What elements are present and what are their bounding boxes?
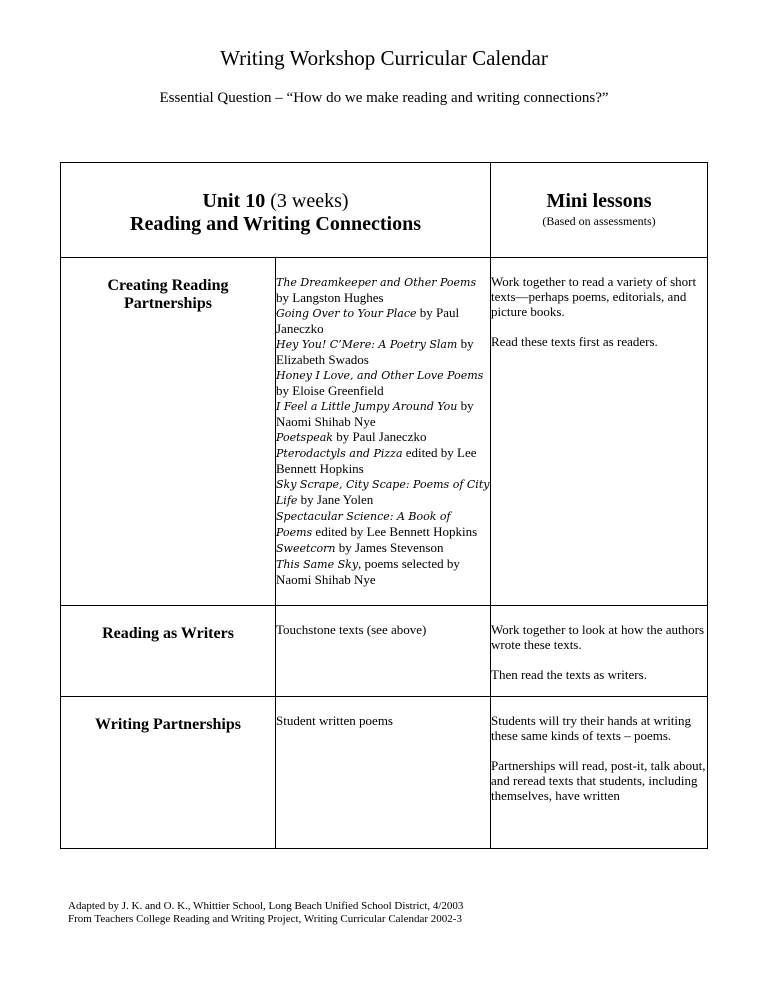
mini-lesson-cell <box>491 258 708 606</box>
unit-title: Reading and Writing Connections <box>130 213 421 235</box>
topic-label-line2: Partnerships <box>124 295 212 312</box>
topic-cell <box>61 258 276 606</box>
footer-credit-line: Adapted by J. K. and O. K., Whittier School, Long Beach Unified School District, 4/2003 <box>68 900 464 912</box>
mini-lesson-text: Read these texts first as readers. <box>491 334 658 349</box>
footer-source-line: From Teachers College Reading and Writing Project, Writing Curricular Calendar 2002-3 <box>68 913 462 925</box>
book-title: Pterodactyls and Pizza <box>276 447 403 460</box>
topic-label-line1: Creating Reading <box>107 277 229 294</box>
mini-lessons-header-cell <box>491 163 708 258</box>
mini-lessons-subtitle: (Based on assessments) <box>542 214 656 228</box>
mini-lesson-text: Partnerships will read, post-it, talk about, and reread texts that students, including themselves, have written <box>491 758 706 803</box>
book-author: by Elizabeth Swados <box>276 336 474 367</box>
book-title: Sky Scrape, City Scape: Poems of City Life <box>276 478 490 507</box>
book-author: edited by Lee Bennett Hopkins <box>276 445 477 476</box>
topic-cell <box>61 606 276 697</box>
materials-cell <box>276 606 491 697</box>
materials-cell <box>276 697 491 849</box>
book-entry <box>276 445 490 476</box>
book-title: Hey You! C’Mere: A Poetry Slam <box>276 338 458 351</box>
mini-lesson-cell <box>491 697 708 849</box>
book-entry <box>276 556 490 587</box>
mini-lesson-text: Students will try their hands at writing these same kinds of texts – poems. <box>491 713 692 743</box>
topic-cell <box>61 697 276 849</box>
mini-lesson-cell <box>491 606 708 697</box>
book-author: by Naomi Shihab Nye <box>276 398 474 429</box>
book-entry <box>276 476 490 508</box>
document-title: Writing Workshop Curricular Calendar <box>220 46 548 70</box>
mini-lesson-text: Work together to look at how the authors wrote these texts. <box>491 622 705 652</box>
book-entry <box>276 305 490 336</box>
topic-label: Writing Partnerships <box>95 716 241 733</box>
book-entry <box>276 398 490 429</box>
book-author: by Eloise Greenfield <box>276 383 384 398</box>
unit-duration: (3 weeks) <box>265 190 349 212</box>
mini-lesson-text: Work together to read a variety of short texts—perhaps poems, editorials, and picture books. <box>491 274 697 319</box>
book-title: Honey I Love, and Other Love Poems <box>276 369 484 382</box>
table-row <box>61 697 708 849</box>
book-entry <box>276 367 490 398</box>
book-entry <box>276 336 490 367</box>
table-row <box>61 606 708 697</box>
book-title: I Feel a Little Jumpy Around You <box>276 400 458 413</box>
book-author: , poems selected by Naomi Shihab Nye <box>276 556 460 587</box>
topic-label: Reading as Writers <box>102 625 234 642</box>
materials-text: Student written poems <box>276 713 393 728</box>
book-author: by Langston Hughes <box>276 290 384 305</box>
book-author: by James Stevenson <box>335 540 444 555</box>
book-title: Spectacular Science: A Book of Poems <box>276 510 451 539</box>
book-title: This Same Sky <box>276 558 359 571</box>
materials-text: Touchstone texts (see above) <box>276 622 427 637</box>
book-author: by Paul Janeczko <box>276 305 460 336</box>
book-list <box>276 274 490 587</box>
curricular-calendar-table <box>60 162 708 849</box>
book-list-cell <box>276 258 491 606</box>
footer <box>68 900 463 926</box>
book-entry <box>276 429 490 445</box>
book-author: by Jane Yolen <box>297 492 374 507</box>
mini-lessons-title: Mini lessons <box>546 190 652 212</box>
book-title: Sweetcorn <box>276 542 336 555</box>
table-row <box>61 258 708 606</box>
book-author: by Paul Janeczko <box>332 429 427 444</box>
unit-number: Unit 10 <box>202 190 266 212</box>
book-entry <box>276 274 490 305</box>
essential-question: Essential Question – “How do we make reading and writing connections?” <box>159 90 609 106</box>
book-title: Poetspeak <box>276 431 333 444</box>
book-entry <box>276 508 490 540</box>
book-entry <box>276 540 490 556</box>
book-title: Going Over to Your Place <box>276 307 417 320</box>
table-header-row <box>61 163 708 258</box>
mini-lesson-text: Then read the texts as writers. <box>491 667 647 682</box>
book-author: edited by Lee Bennett Hopkins <box>312 524 478 539</box>
unit-header-cell <box>61 163 491 258</box>
book-title: The Dreamkeeper and Other Poems <box>276 276 477 289</box>
